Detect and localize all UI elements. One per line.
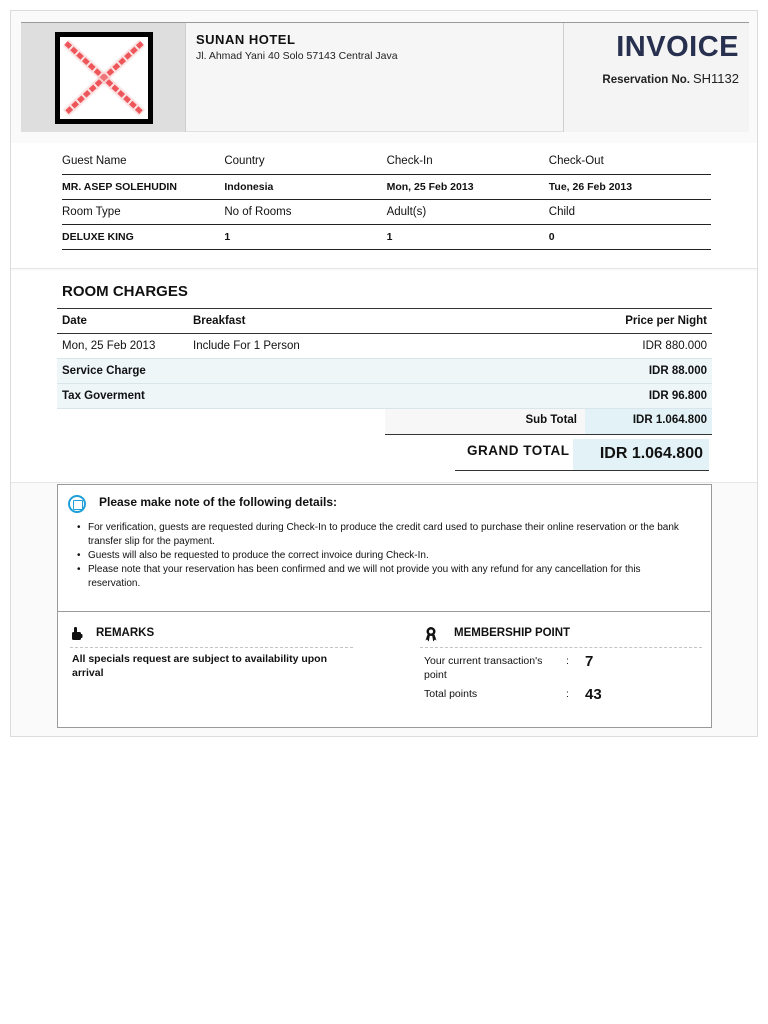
guest-info-table <box>62 149 711 250</box>
list-item: • Guests will also be requested to produce the correct invoice during Check-In. <box>88 549 692 563</box>
check-out-header: Check-Out <box>549 149 711 174</box>
subtotal-label: Sub Total <box>525 414 577 426</box>
grand-total-value: IDR 1.064.800 <box>573 439 709 470</box>
room-charges-title: ROOM CHARGES <box>62 283 188 300</box>
service-charge-label: Service Charge <box>57 359 188 384</box>
membership-title: MEMBERSHIP POINT <box>454 627 571 639</box>
room-charges-section <box>11 271 757 483</box>
notes-divider <box>58 611 710 612</box>
room-type-header: Room Type <box>62 199 224 224</box>
broken-image-icon <box>55 32 153 124</box>
grand-total-label: GRAND TOTAL <box>467 443 570 458</box>
tax-value: IDR 96.800 <box>476 384 712 409</box>
list-item: • Please note that your reservation has been confirmed and we will not provide you with any refund for any cancellation for this reservation. <box>88 563 692 591</box>
no-of-rooms-value: 1 <box>224 224 386 249</box>
current-points-colon: : <box>566 655 569 667</box>
guest-info-section <box>11 143 757 269</box>
hotel-name: SUNAN HOTEL <box>196 32 296 47</box>
notes-box <box>57 484 712 728</box>
service-charge-empty <box>188 359 476 384</box>
charges-header-row <box>57 309 712 334</box>
price-column-header: Price per Night <box>476 309 712 334</box>
country-value: Indonesia <box>224 174 386 199</box>
total-points-row <box>424 687 684 709</box>
service-charge-value: IDR 88.000 <box>476 359 712 384</box>
current-points-label: Your current transaction's point <box>424 655 543 681</box>
current-points-value: 7 <box>585 653 594 670</box>
hotel-address: Jl. Ahmad Yani 40 Solo 57143 Central Java <box>196 50 398 62</box>
current-points-row <box>424 654 684 684</box>
guest-name-header: Guest Name <box>62 149 224 174</box>
room-type-value: DELUXE KING <box>62 224 224 249</box>
check-in-header: Check-In <box>387 149 549 174</box>
remarks-divider <box>70 647 353 648</box>
award-ribbon-icon <box>425 626 437 642</box>
charge-date: Mon, 25 Feb 2013 <box>57 334 188 359</box>
reservation-label: Reservation No. <box>602 74 690 86</box>
membership-divider <box>420 647 702 648</box>
adults-header: Adult(s) <box>387 199 549 224</box>
guest-header-row <box>62 149 711 174</box>
pointing-hand-icon <box>71 626 83 641</box>
table-row <box>57 384 712 409</box>
tax-empty <box>188 384 476 409</box>
invoice-header <box>21 22 749 132</box>
charge-price: IDR 880.000 <box>476 334 712 359</box>
logo-area <box>21 23 186 132</box>
charge-breakfast: Include For 1 Person <box>188 334 476 359</box>
child-header: Child <box>549 199 711 224</box>
guest-name-value: MR. ASEP SOLEHUDIN <box>62 174 224 199</box>
table-row <box>57 359 712 384</box>
remarks-title: REMARKS <box>96 627 155 639</box>
total-points-colon: : <box>566 688 569 700</box>
edit-note-icon <box>68 495 86 513</box>
grand-total-row <box>455 439 709 471</box>
invoice-title: INVOICE <box>616 31 739 63</box>
country-header: Country <box>224 149 386 174</box>
date-column-header: Date <box>57 309 188 334</box>
child-value: 0 <box>549 224 711 249</box>
room-value-row <box>62 224 711 249</box>
invoice-page <box>10 10 758 737</box>
total-points-label: Total points <box>424 688 478 700</box>
subtotal-row <box>385 409 712 435</box>
room-charges-table <box>57 308 712 409</box>
remarks-text: All specials request are subject to availability upon arrival <box>72 653 327 679</box>
no-of-rooms-header: No of Rooms <box>224 199 386 224</box>
list-item: • For verification, guests are requested during Check-In to produce the credit card used to purchase their online reservation or the bank transfer slip for the payment. <box>88 521 692 549</box>
reservation-value: SH1132 <box>692 71 739 86</box>
subtotal-value: IDR 1.064.800 <box>585 409 712 434</box>
breakfast-column-header: Breakfast <box>188 309 476 334</box>
total-points-value: 43 <box>585 686 602 703</box>
adults-value: 1 <box>387 224 549 249</box>
check-out-value: Tue, 26 Feb 2013 <box>549 174 711 199</box>
room-header-row <box>62 199 711 224</box>
guest-value-row <box>62 174 711 199</box>
check-in-value: Mon, 25 Feb 2013 <box>387 174 549 199</box>
reservation-number <box>602 71 739 86</box>
notes-title: Please make note of the following details: <box>99 495 338 509</box>
invoice-title-box <box>563 23 749 132</box>
notes-list <box>88 521 692 591</box>
tax-label: Tax Goverment <box>57 384 188 409</box>
table-row <box>57 334 712 359</box>
